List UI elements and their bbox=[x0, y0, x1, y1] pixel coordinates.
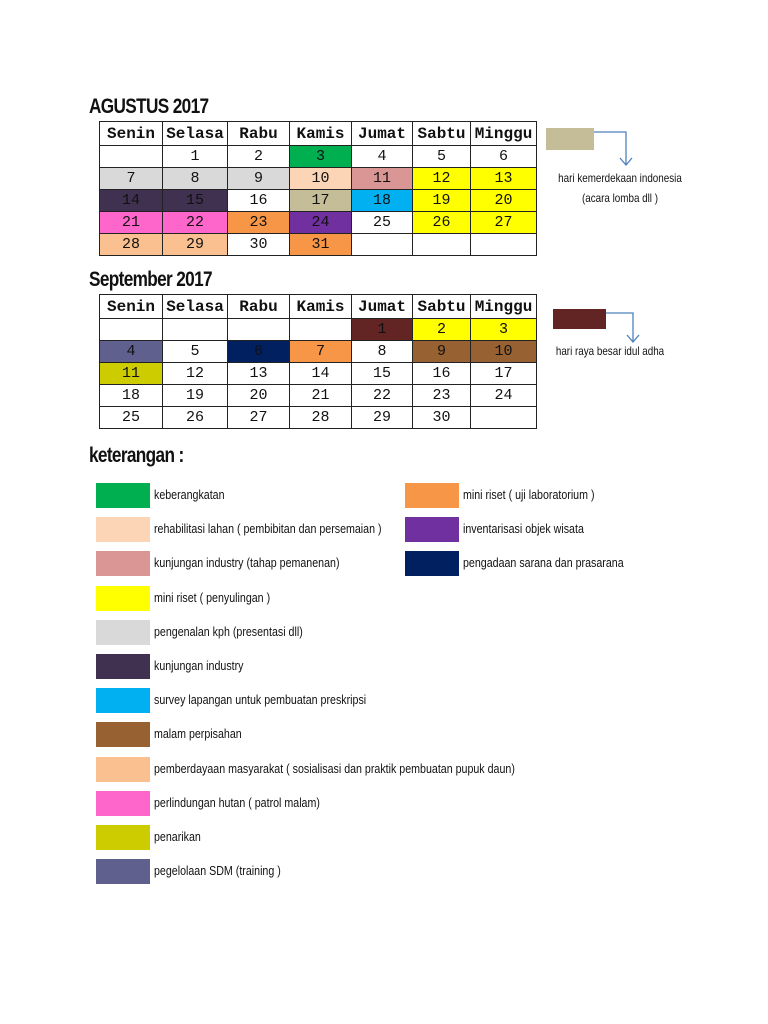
day-cell: 23 bbox=[228, 212, 290, 234]
day-cell: 22 bbox=[352, 385, 413, 407]
calendar-week-row bbox=[100, 407, 537, 429]
day-cell bbox=[163, 319, 228, 341]
day-cell: 6 bbox=[471, 146, 537, 168]
day-cell: 4 bbox=[100, 341, 163, 363]
idul-adha-note: hari raya besar idul adha bbox=[555, 344, 665, 358]
independence-arrow-icon bbox=[594, 130, 634, 170]
legend-label: inventarisasi objek wisata bbox=[463, 521, 584, 537]
day-cell: 7 bbox=[290, 341, 352, 363]
day-cell: 13 bbox=[228, 363, 290, 385]
weekday-header: Jumat bbox=[352, 122, 413, 146]
legend-swatch bbox=[96, 791, 150, 816]
day-cell: 14 bbox=[100, 190, 163, 212]
calendar-week-row bbox=[100, 190, 537, 212]
day-cell: 27 bbox=[228, 407, 290, 429]
calendar-week-row bbox=[100, 385, 537, 407]
legend-label: mini riset ( uji laboratorium ) bbox=[463, 487, 595, 502]
day-cell: 2 bbox=[228, 146, 290, 168]
day-cell: 28 bbox=[290, 407, 352, 429]
day-cell: 30 bbox=[228, 234, 290, 256]
legend-swatch bbox=[96, 825, 150, 850]
day-cell: 16 bbox=[228, 190, 290, 212]
day-cell bbox=[471, 234, 537, 256]
independence-day-swatch bbox=[546, 128, 594, 150]
day-cell: 26 bbox=[413, 212, 471, 234]
day-cell: 29 bbox=[352, 407, 413, 429]
calendar-week-row bbox=[100, 212, 537, 234]
weekday-header: Jumat bbox=[352, 295, 413, 319]
day-cell: 10 bbox=[471, 341, 537, 363]
day-cell: 25 bbox=[100, 407, 163, 429]
day-cell bbox=[100, 319, 163, 341]
august-title: AGUSTUS 2017 bbox=[89, 95, 209, 118]
day-cell: 12 bbox=[413, 168, 471, 190]
weekday-header: Kamis bbox=[290, 122, 352, 146]
day-cell: 20 bbox=[471, 190, 537, 212]
day-cell: 15 bbox=[163, 190, 228, 212]
day-cell: 11 bbox=[352, 168, 413, 190]
day-cell: 15 bbox=[352, 363, 413, 385]
day-cell: 13 bbox=[471, 168, 537, 190]
independence-day-note bbox=[546, 168, 694, 208]
day-cell: 29 bbox=[163, 234, 228, 256]
legend-swatch bbox=[96, 620, 150, 645]
weekday-header: Sabtu bbox=[413, 295, 471, 319]
legend-label: pemberdayaan masyarakat ( sosialisasi dan praktik pembuatan pupuk daun) bbox=[154, 760, 515, 776]
weekday-header: Selasa bbox=[163, 122, 228, 146]
legend-label: kunjungan industry bbox=[154, 658, 244, 673]
calendar-week-row bbox=[100, 319, 537, 341]
weekday-header: Minggu bbox=[471, 295, 537, 319]
day-cell: 9 bbox=[413, 341, 471, 363]
legend-swatch bbox=[96, 517, 150, 542]
day-cell: 31 bbox=[290, 234, 352, 256]
day-cell: 8 bbox=[163, 168, 228, 190]
weekday-header: Senin bbox=[100, 122, 163, 146]
legend-label: mini riset ( penyulingan ) bbox=[154, 589, 271, 605]
day-cell: 6 bbox=[228, 341, 290, 363]
day-cell: 14 bbox=[290, 363, 352, 385]
september-calendar bbox=[99, 294, 537, 429]
calendar-week-row bbox=[100, 168, 537, 190]
day-cell: 17 bbox=[290, 190, 352, 212]
idul-adha-swatch bbox=[553, 309, 606, 329]
day-cell: 12 bbox=[163, 363, 228, 385]
legend-label: pengadaan sarana dan prasarana bbox=[463, 555, 624, 571]
day-cell: 23 bbox=[413, 385, 471, 407]
day-cell: 21 bbox=[290, 385, 352, 407]
legend-swatch bbox=[96, 483, 150, 508]
legend-swatch bbox=[96, 688, 150, 713]
independence-day-line1: hari kemerdekaan indonesia bbox=[558, 171, 682, 185]
legend-label: penarikan bbox=[154, 829, 201, 844]
legend-swatch bbox=[96, 757, 150, 782]
independence-day-line2: (acara lomba dll ) bbox=[581, 191, 659, 205]
day-cell bbox=[290, 319, 352, 341]
legend-label: keberangkatan bbox=[154, 487, 225, 502]
day-cell: 5 bbox=[413, 146, 471, 168]
legend-title: keterangan : bbox=[89, 444, 184, 467]
legend-label: kunjungan industry (tahap pemanenan) bbox=[154, 555, 340, 571]
legend-label: perlindungan hutan ( patrol malam) bbox=[154, 794, 320, 810]
calendar-week-row bbox=[100, 363, 537, 385]
day-cell: 11 bbox=[100, 363, 163, 385]
legend-label: pengenalan kph (presentasi dll) bbox=[154, 623, 303, 639]
day-cell: 27 bbox=[471, 212, 537, 234]
legend-swatch bbox=[405, 483, 459, 508]
august-calendar bbox=[99, 121, 537, 256]
day-cell bbox=[100, 146, 163, 168]
day-cell: 21 bbox=[100, 212, 163, 234]
legend-label: pegelolaan SDM (training ) bbox=[154, 863, 281, 879]
calendar-week-row bbox=[100, 341, 537, 363]
day-cell: 5 bbox=[163, 341, 228, 363]
day-cell: 9 bbox=[228, 168, 290, 190]
day-cell: 4 bbox=[352, 146, 413, 168]
day-cell: 1 bbox=[352, 319, 413, 341]
legend-swatch bbox=[96, 654, 150, 679]
weekday-header: Selasa bbox=[163, 295, 228, 319]
day-cell: 24 bbox=[471, 385, 537, 407]
day-cell bbox=[471, 407, 537, 429]
day-cell: 20 bbox=[228, 385, 290, 407]
weekday-header: Senin bbox=[100, 295, 163, 319]
legend-swatch bbox=[96, 551, 150, 576]
day-cell: 22 bbox=[163, 212, 228, 234]
day-cell: 17 bbox=[471, 363, 537, 385]
day-cell: 7 bbox=[100, 168, 163, 190]
day-cell: 19 bbox=[413, 190, 471, 212]
day-cell bbox=[228, 319, 290, 341]
day-cell: 24 bbox=[290, 212, 352, 234]
weekday-header: Minggu bbox=[471, 122, 537, 146]
day-cell bbox=[352, 234, 413, 256]
weekday-header: Rabu bbox=[228, 295, 290, 319]
day-cell: 16 bbox=[413, 363, 471, 385]
legend-label: malam perpisahan bbox=[154, 726, 242, 742]
day-cell: 2 bbox=[413, 319, 471, 341]
legend-swatch bbox=[405, 551, 459, 576]
weekday-header: Kamis bbox=[290, 295, 352, 319]
day-cell: 28 bbox=[100, 234, 163, 256]
legend-label: survey lapangan untuk pembuatan preskripsi bbox=[154, 692, 367, 708]
day-cell: 25 bbox=[352, 212, 413, 234]
day-cell: 30 bbox=[413, 407, 471, 429]
september-title: September 2017 bbox=[89, 268, 212, 291]
day-cell: 3 bbox=[290, 146, 352, 168]
legend-swatch bbox=[405, 517, 459, 542]
day-cell: 18 bbox=[100, 385, 163, 407]
legend-swatch bbox=[96, 859, 150, 884]
calendar-week-row bbox=[100, 234, 537, 256]
weekday-header: Rabu bbox=[228, 122, 290, 146]
day-cell: 18 bbox=[352, 190, 413, 212]
day-cell: 8 bbox=[352, 341, 413, 363]
day-cell: 3 bbox=[471, 319, 537, 341]
calendar-week-row bbox=[100, 146, 537, 168]
legend-swatch bbox=[96, 586, 150, 611]
day-cell: 1 bbox=[163, 146, 228, 168]
day-cell: 10 bbox=[290, 168, 352, 190]
day-cell: 26 bbox=[163, 407, 228, 429]
day-cell: 19 bbox=[163, 385, 228, 407]
legend-label: rehabilitasi lahan ( pembibitan dan persemaian ) bbox=[154, 521, 382, 537]
legend-swatch bbox=[96, 722, 150, 747]
weekday-header: Sabtu bbox=[413, 122, 471, 146]
day-cell bbox=[413, 234, 471, 256]
